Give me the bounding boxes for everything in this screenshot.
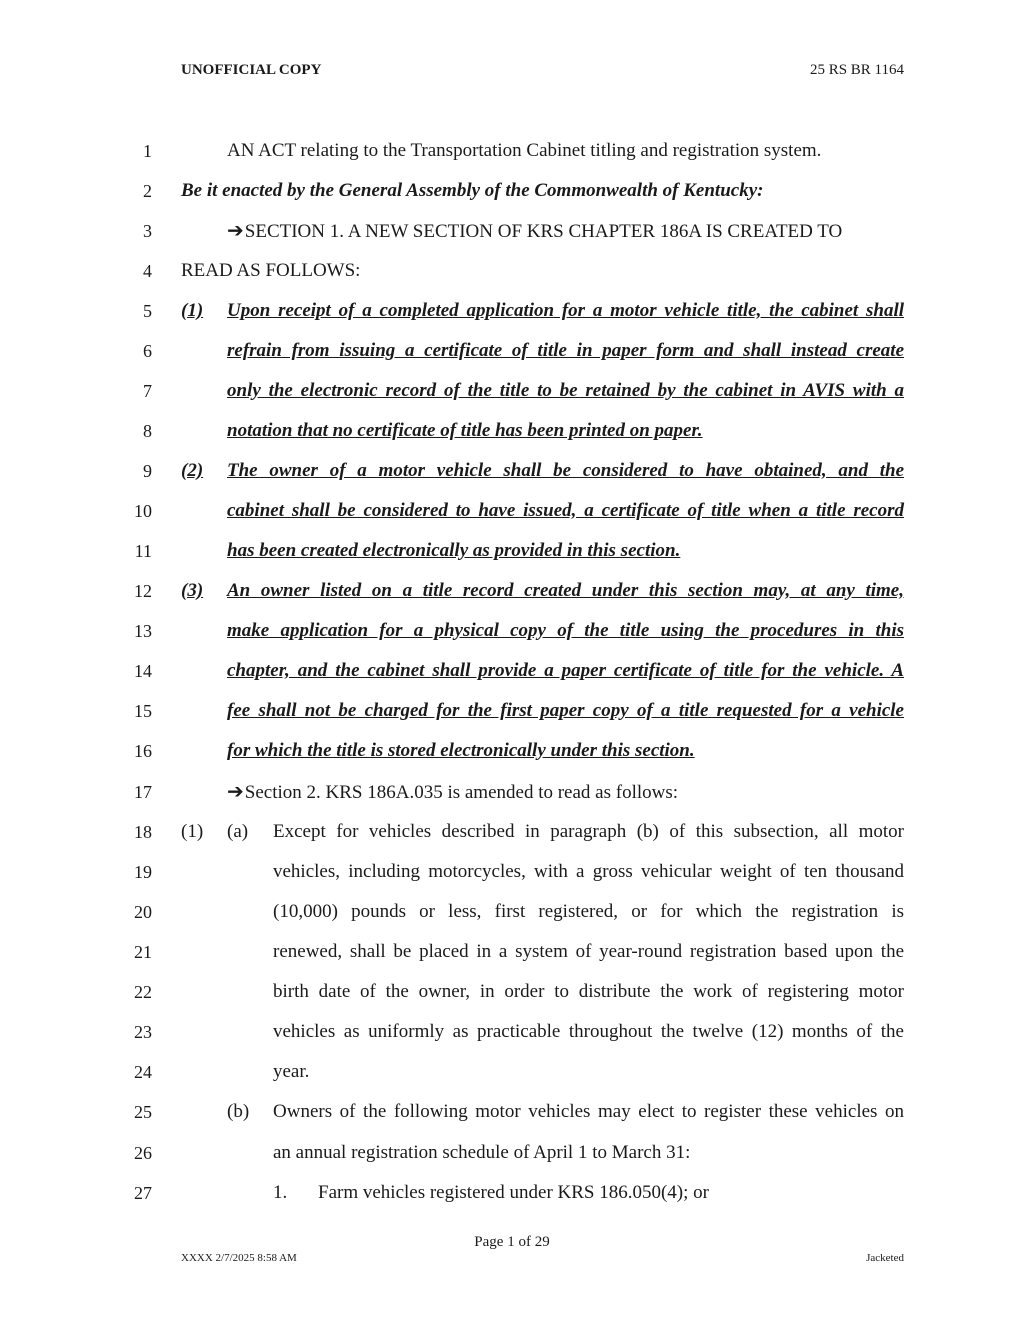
line-number: 5 <box>143 301 152 321</box>
line-number: 27 <box>134 1183 152 1203</box>
act-title: AN ACT relating to the Transportation Cabinet titling and registration system. <box>227 140 822 161</box>
subsection-label: (1) <box>181 300 204 321</box>
arrow-right-icon: ➔ <box>227 781 244 803</box>
paragraph-a-line: birth date of the owner, in order to distribute the work of registering motor <box>273 981 904 1002</box>
paragraph-a-line: vehicles as uniformly as practicable throughout the twelve (12) months of the <box>273 1021 904 1042</box>
line-number: 20 <box>134 902 152 922</box>
line-number: 21 <box>134 942 152 962</box>
subsection-label: (2) <box>181 460 204 481</box>
header-unofficial-copy: UNOFFICIAL COPY <box>181 62 322 78</box>
subsection-1-line: only the electronic record of the title to be retained by the cabinet in AVIS with a <box>227 380 904 401</box>
line-number: 1 <box>143 141 152 161</box>
subsection-2-line: The owner of a motor vehicle shall be considered to have obtained, and the <box>227 460 904 481</box>
paragraph-a-line: year. <box>273 1061 310 1082</box>
paragraph-a-line: vehicles, including motorcycles, with a gross vehicular weight of ten thousand <box>273 861 904 882</box>
header-bill-request-number: 25 RS BR 1164 <box>809 62 904 78</box>
subsection-1-line: refrain from issuing a certificate of title in paper form and shall instead create <box>227 340 904 361</box>
line-number: 12 <box>134 581 152 601</box>
subsection-1-line: notation that no certificate of title has been printed on paper. <box>227 420 703 441</box>
subsection-3-line: make application for a physical copy of the title using the procedures in this <box>227 620 904 641</box>
paragraph-label: (a) <box>227 821 249 842</box>
line-number: 15 <box>134 701 152 721</box>
line-number: 7 <box>143 381 152 401</box>
subsection-label: (3) <box>181 580 204 601</box>
paragraph-a-line: (10,000) pounds or less, first registered, or for which the registration is <box>273 901 904 922</box>
paragraph-label: (b) <box>227 1101 250 1122</box>
item-1-text: Farm vehicles registered under KRS 186.050(4); or <box>318 1182 709 1203</box>
line-number: 24 <box>134 1062 152 1082</box>
line-number: 9 <box>143 461 152 481</box>
line-number: 2 <box>143 181 152 201</box>
line-number: 3 <box>143 221 152 241</box>
item-label: 1. <box>273 1182 288 1203</box>
line-number: 13 <box>134 621 152 641</box>
line-number: 10 <box>134 501 152 521</box>
line-number: 19 <box>134 862 152 882</box>
footer-status: Jacketed <box>866 1252 904 1264</box>
line-number: 17 <box>134 782 152 802</box>
section-1-heading-text: SECTION 1. A NEW SECTION OF KRS CHAPTER 186A IS CREATED TO <box>244 221 843 242</box>
line-number: 18 <box>134 822 152 842</box>
paragraph-a-line: Except for vehicles described in paragraph (b) of this subsection, all motor <box>273 821 904 842</box>
line-number: 16 <box>134 741 152 761</box>
line-number: 4 <box>143 261 152 281</box>
subsection-2-line: cabinet shall be considered to have issued, a certificate of title when a title record <box>227 500 904 521</box>
subsection-3-line: for which the title is stored electronically under this section. <box>227 740 695 761</box>
footer-timestamp: XXXX 2/7/2025 8:58 AM <box>181 1252 297 1264</box>
enacting-clause: Be it enacted by the General Assembly of the Commonwealth of Kentucky: <box>181 180 764 201</box>
paragraph-b-line: an annual registration schedule of April 1 to March 31: <box>273 1142 691 1163</box>
subsection-1-line: Upon receipt of a completed application for a motor vehicle title, the cabinet shall <box>227 300 904 321</box>
paragraph-a-line: renewed, shall be placed in a system of year-round registration based upon the <box>273 941 904 962</box>
section-1-heading <box>227 220 904 243</box>
line-number: 14 <box>134 661 152 681</box>
page-number: Page 1 of 29 <box>474 1234 550 1250</box>
subsection-2-line: has been created electronically as provided in this section. <box>227 540 681 561</box>
paragraph-b-line: Owners of the following motor vehicles may elect to register these vehicles on <box>273 1101 904 1122</box>
section-2-heading-text: Section 2. KRS 186A.035 is amended to read as follows: <box>244 782 679 803</box>
line-number: 6 <box>143 341 152 361</box>
section-1-heading-cont: READ AS FOLLOWS: <box>181 260 361 281</box>
line-number: 26 <box>134 1143 152 1163</box>
line-number: 25 <box>134 1102 152 1122</box>
subsection-3-line: An owner listed on a title record created under this section may, at any time, <box>227 580 904 601</box>
line-number: 11 <box>134 541 152 561</box>
subsection-3-line: chapter, and the cabinet shall provide a paper certificate of title for the vehicle. A <box>227 660 904 681</box>
line-number: 8 <box>143 421 152 441</box>
line-number: 23 <box>134 1022 152 1042</box>
subsection-3-line: fee shall not be charged for the first paper copy of a title requested for a vehicle <box>227 700 904 721</box>
subsection-label: (1) <box>181 821 204 842</box>
section-2-heading <box>227 781 678 804</box>
arrow-right-icon: ➔ <box>227 220 244 242</box>
line-number: 22 <box>134 982 152 1002</box>
